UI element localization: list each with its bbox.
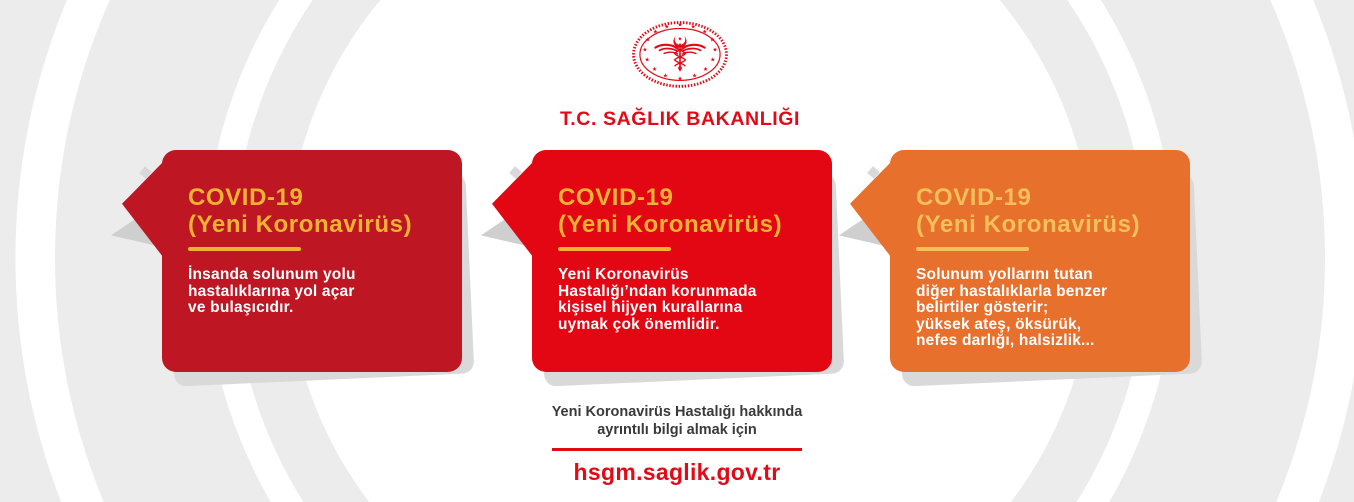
card-body-line: yüksek ateş, öksürük, xyxy=(916,315,1082,333)
title-underline xyxy=(558,247,671,251)
title-underline xyxy=(188,247,301,251)
svg-text:★: ★ xyxy=(691,73,698,80)
ministry-title: T.C. SAĞLIK BAKANLIĞI xyxy=(559,108,801,130)
card-body-line: İnsanda solunum yolu xyxy=(188,266,356,283)
card-body-line: Solunum yollarını tutan xyxy=(916,266,1093,283)
svg-text:★: ★ xyxy=(677,76,683,83)
covid-card-2 xyxy=(532,150,832,372)
card-title-line2: (Yeni Koronavirüs) xyxy=(916,211,1141,238)
svg-text:★: ★ xyxy=(651,66,658,73)
header xyxy=(527,18,833,131)
svg-text:★: ★ xyxy=(677,36,683,43)
footer-link[interactable]: hsgm.saglik.gov.tr xyxy=(573,458,781,485)
card-title-line2: (Yeni Koronavirüs) xyxy=(558,211,783,238)
svg-text:★: ★ xyxy=(677,22,683,29)
covid-card-3 xyxy=(890,150,1190,372)
card-title-line1: COVID-19 xyxy=(916,184,1032,211)
card-body-line: kişisel hijyen kurallarına xyxy=(558,299,743,316)
svg-text:★: ★ xyxy=(662,73,669,80)
card-body-line: ve bulaşıcıdır. xyxy=(188,299,294,316)
card-title-line2: (Yeni Koronavirüs) xyxy=(188,211,413,238)
svg-text:★: ★ xyxy=(709,37,715,44)
svg-text:★: ★ xyxy=(642,47,648,54)
svg-text:★: ★ xyxy=(690,24,696,31)
card-body-line: Yeni Koronavirüs xyxy=(558,266,689,283)
svg-text:★: ★ xyxy=(645,37,651,44)
footer-divider xyxy=(552,448,802,451)
card-body-line: hastalıklarına yol açar xyxy=(188,282,355,300)
svg-text:★: ★ xyxy=(644,57,650,64)
svg-text:★: ★ xyxy=(710,57,716,64)
card-body-line: belirtiler gösterir; xyxy=(916,299,1049,316)
card-body-line: diğer hastalıklarla benzer xyxy=(916,282,1108,300)
svg-text:★: ★ xyxy=(701,29,708,36)
svg-text:★: ★ xyxy=(712,47,718,54)
title-underline xyxy=(916,247,1029,251)
footer-info-line2: ayrıntılı bilgi almak için xyxy=(597,422,757,438)
card-title-line1: COVID-19 xyxy=(188,184,304,211)
svg-text:★: ★ xyxy=(652,29,659,36)
card-body-line: uymak çok önemlidir. xyxy=(558,315,720,333)
svg-text:★: ★ xyxy=(702,66,709,73)
card-body-line: nefes darlığı, halsizlik... xyxy=(916,332,1095,349)
footer-info-line1: Yeni Koronavirüs Hastalığı hakkında xyxy=(551,404,803,420)
footer xyxy=(502,403,852,486)
covid-card-1 xyxy=(162,150,462,372)
card-body-line: Hastalığı’ndan korunmada xyxy=(558,282,757,300)
svg-text:★: ★ xyxy=(664,24,670,31)
card-title-line1: COVID-19 xyxy=(558,184,674,211)
ministry-emblem-icon xyxy=(625,18,735,100)
